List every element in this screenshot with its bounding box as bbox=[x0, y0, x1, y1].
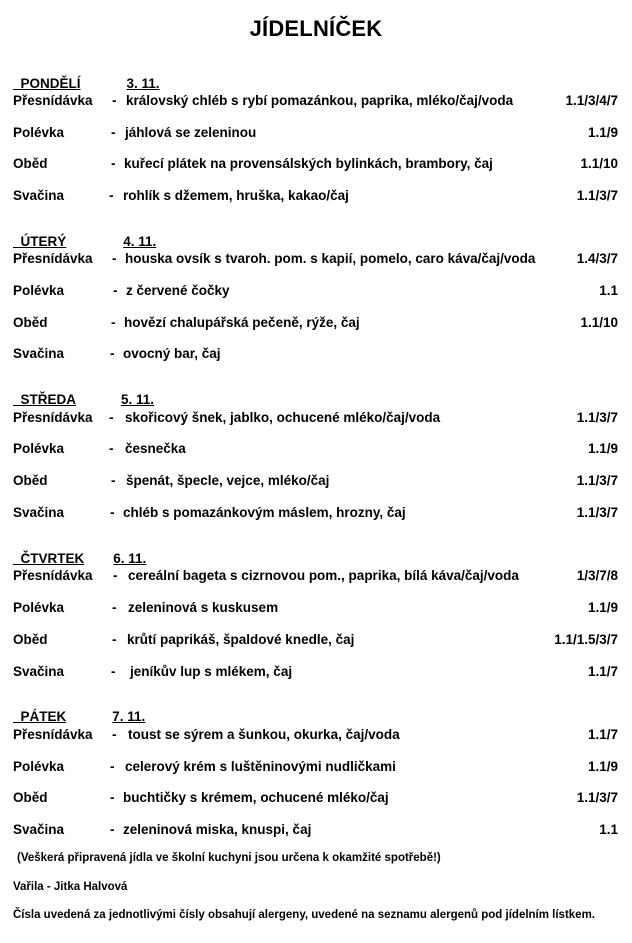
meal-row bbox=[13, 663, 618, 681]
meal-row bbox=[13, 631, 618, 649]
meal-label: Polévka bbox=[13, 441, 65, 456]
meal-label: Přesnídávka bbox=[13, 93, 93, 108]
meal-label: Oběd bbox=[13, 632, 48, 647]
meal-dash: - bbox=[110, 759, 115, 774]
meal-dash: - bbox=[113, 283, 118, 298]
meal-description: hovězí chalupářská pečeně, rýže, čaj bbox=[124, 315, 360, 330]
day-date: 3. 11. bbox=[126, 76, 160, 91]
meal-description: buchtičky s krémem, ochucené mléko/čaj bbox=[123, 790, 389, 805]
day-name: PONDĚLÍ bbox=[20, 76, 81, 91]
meal-description: česnečka bbox=[125, 441, 186, 456]
meal-dash: - bbox=[110, 346, 115, 361]
meal-row bbox=[13, 187, 618, 205]
day-date: 7. 11. bbox=[112, 709, 146, 724]
meal-description: kuřecí plátek na provensálských bylinkách, brambory, čaj bbox=[124, 156, 493, 171]
meal-label: Přesnídávka bbox=[13, 727, 93, 742]
allergen-code: 1.1/9 bbox=[587, 600, 618, 615]
meal-description: zeleninová s kuskusem bbox=[128, 600, 279, 615]
meal-label: Oběd bbox=[13, 156, 48, 171]
meal-row bbox=[13, 345, 618, 363]
meal-row bbox=[13, 504, 618, 522]
meal-description: jáhlová se zeleninou bbox=[125, 125, 257, 140]
day-name: PÁTEK bbox=[20, 709, 67, 724]
meal-row bbox=[13, 789, 618, 807]
meal-dash: - bbox=[112, 600, 117, 615]
allergens-note: Čísla uvedená za jednotlivými čísly obsahují alergeny, uvedené na seznamu alergenů pod jídelním lístkem. bbox=[13, 909, 595, 921]
meal-description: zeleninová miska, knuspi, čaj bbox=[123, 822, 312, 837]
day-header-monday bbox=[13, 61, 160, 91]
meal-label: Oběd bbox=[13, 790, 48, 805]
day-date: 6. 11. bbox=[113, 551, 147, 566]
day-header-wednesday bbox=[13, 377, 154, 407]
meal-row bbox=[13, 155, 618, 173]
meal-row bbox=[13, 472, 618, 490]
day-name: STŘEDA bbox=[20, 392, 77, 407]
meal-row bbox=[13, 758, 618, 776]
meal-dash: - bbox=[110, 790, 115, 805]
meal-row bbox=[13, 92, 618, 110]
cook-signature: Vařila - Jitka Halvová bbox=[13, 881, 128, 893]
day-date: 4. 11. bbox=[123, 234, 157, 249]
meal-label: Polévka bbox=[13, 125, 65, 140]
allergen-code: 1.1/9 bbox=[587, 125, 618, 140]
meal-label: Svačina bbox=[13, 188, 65, 203]
allergen-code: 1.1/3/7 bbox=[576, 188, 618, 203]
meal-row bbox=[13, 599, 618, 617]
day-header-thursday bbox=[13, 536, 146, 566]
meal-label: Oběd bbox=[13, 473, 48, 488]
allergen-code: 1.1 bbox=[599, 283, 618, 298]
meal-dash: - bbox=[109, 188, 114, 203]
meal-row bbox=[13, 124, 618, 142]
meal-dash: - bbox=[109, 441, 114, 456]
meal-row bbox=[13, 282, 618, 300]
meal-label: Přesnídávka bbox=[13, 410, 93, 425]
meal-description: krůtí paprikáš, špaldové knedle, čaj bbox=[127, 632, 355, 647]
meal-label: Polévka bbox=[13, 600, 65, 615]
allergen-code: 1.1/9 bbox=[587, 441, 618, 456]
meal-dash: - bbox=[113, 568, 118, 583]
meal-label: Svačina bbox=[13, 346, 65, 361]
meal-dash: - bbox=[111, 315, 116, 330]
meal-description: houska ovsík s tvaroh. pom. s kapií, pomelo, caro káva/čaj/voda bbox=[125, 251, 536, 266]
meal-description: špenát, špecle, vejce, mléko/čaj bbox=[126, 473, 330, 488]
meal-row bbox=[13, 409, 618, 427]
day-header-friday bbox=[13, 694, 145, 724]
allergen-code: 1.1/1.5/3/7 bbox=[554, 632, 618, 647]
meal-dash: - bbox=[109, 410, 114, 425]
allergen-code: 1.4/3/7 bbox=[576, 251, 618, 266]
meal-label: Svačina bbox=[13, 822, 65, 837]
allergen-code: 1.1/9 bbox=[587, 759, 618, 774]
allergen-code: 1.1/3/7 bbox=[576, 473, 618, 488]
meal-label: Oběd bbox=[13, 315, 48, 330]
day-name: ČTVRTEK bbox=[20, 551, 85, 566]
meal-dash: - bbox=[112, 632, 117, 647]
meal-label: Polévka bbox=[13, 759, 65, 774]
meal-label: Přesnídávka bbox=[13, 251, 93, 266]
allergen-code: 1.1/3/7 bbox=[576, 410, 618, 425]
allergen-code: 1.1/10 bbox=[580, 156, 618, 171]
meal-description: chléb s pomazánkovým máslem, hrozny, čaj bbox=[123, 505, 406, 520]
allergen-code: 1/3/7/8 bbox=[576, 568, 618, 583]
meal-row bbox=[13, 314, 618, 332]
allergen-code: 1.1 bbox=[599, 822, 618, 837]
meal-description: rohlík s džemem, hruška, kakao/čaj bbox=[123, 188, 349, 203]
meal-dash: - bbox=[111, 664, 116, 679]
meal-label: Svačina bbox=[13, 664, 65, 679]
consumption-note: (Veškerá připravená jídla ve školní kuchyni jsou určena k okamžité spotřebě!) bbox=[17, 852, 441, 864]
meal-description: toust se sýrem a šunkou, okurka, čaj/voda bbox=[128, 727, 400, 742]
meal-row bbox=[13, 821, 618, 839]
meal-label: Přesnídávka bbox=[13, 568, 93, 583]
day-name: ÚTERÝ bbox=[20, 234, 67, 249]
meal-description: celerový krém s luštěninovými nudličkami bbox=[125, 759, 396, 774]
menu-title: JÍDELNÍČEK bbox=[249, 16, 383, 41]
meal-label: Polévka bbox=[13, 283, 65, 298]
meal-label: Svačina bbox=[13, 505, 65, 520]
meal-dash: - bbox=[111, 156, 116, 171]
meal-dash: - bbox=[111, 473, 116, 488]
day-header-tuesday bbox=[13, 219, 156, 249]
meal-description: ovocný bar, čaj bbox=[123, 346, 221, 361]
meal-description: jeníkův lup s mlékem, čaj bbox=[130, 664, 293, 679]
meal-dash: - bbox=[110, 822, 115, 837]
allergen-code: 1.1/10 bbox=[580, 315, 618, 330]
meal-description: skořicový šnek, jablko, ochucené mléko/čaj/voda bbox=[125, 410, 441, 425]
meal-dash: - bbox=[111, 125, 116, 140]
meal-row bbox=[13, 726, 618, 744]
meal-dash: - bbox=[110, 505, 115, 520]
meal-row bbox=[13, 440, 618, 458]
meal-row bbox=[13, 567, 618, 585]
allergen-code: 1.1/3/7 bbox=[576, 505, 618, 520]
day-date: 5. 11. bbox=[121, 392, 155, 407]
allergen-code: 1.1/3/4/7 bbox=[565, 93, 618, 108]
meal-description: královský chléb s rybí pomazánkou, paprika, mléko/čaj/voda bbox=[126, 93, 514, 108]
meal-description: cereální bageta s cizrnovou pom., paprika, bílá káva/čaj/voda bbox=[128, 568, 519, 583]
allergen-code: 1.1/7 bbox=[587, 727, 618, 742]
meal-row bbox=[13, 250, 618, 268]
meal-description: z červené čočky bbox=[126, 283, 230, 298]
meal-dash: - bbox=[112, 251, 117, 266]
meal-dash: - bbox=[112, 93, 117, 108]
allergen-code: 1.1/3/7 bbox=[576, 790, 618, 805]
meal-dash: - bbox=[112, 727, 117, 742]
allergen-code: 1.1/7 bbox=[587, 664, 618, 679]
